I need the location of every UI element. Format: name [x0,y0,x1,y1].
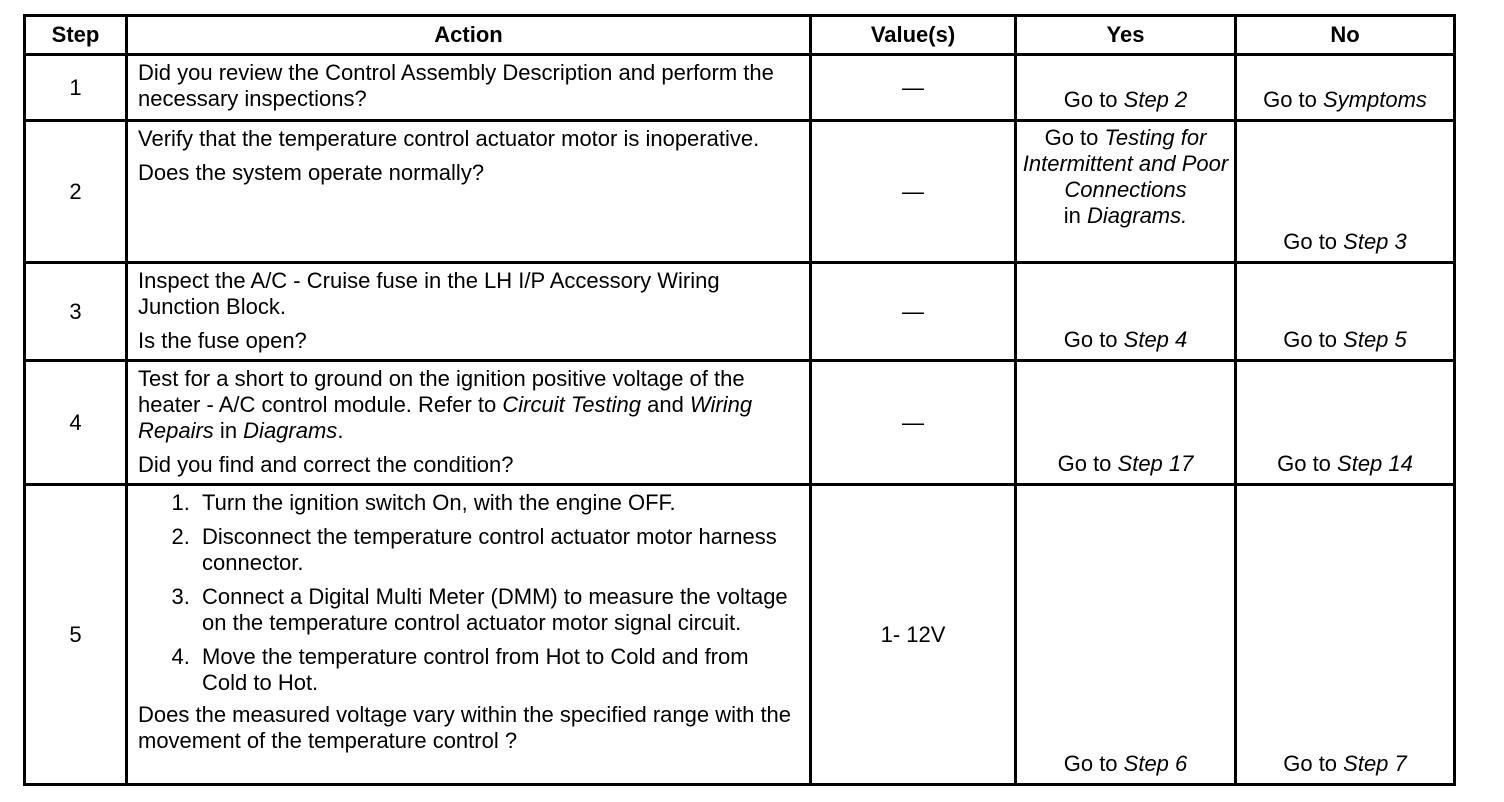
yes-middle: in [1063,203,1081,228]
header-action: Action [127,16,811,55]
value-cell [811,361,1016,485]
no-cell [1236,263,1455,361]
yes-link[interactable]: Step 6 [1123,751,1188,776]
value-text: — [902,409,924,435]
yes-cell [1016,361,1236,485]
action-text: Did you review the Control Assembly Description and perform the necessary inspections? [138,60,774,111]
value-cell [811,485,1016,785]
list-item: 1. Turn the ignition switch On, with the engine OFF. [196,490,799,516]
ref-diagrams-link[interactable]: Diagrams [243,418,338,443]
value-text: 1- 12V [880,621,946,647]
ref-wiring-repairs-link[interactable]: Wiring Repairs [138,392,753,443]
action-text-part: in [213,418,244,443]
header-yes: Yes [1016,16,1236,55]
no-link[interactable]: Step 7 [1343,751,1407,776]
step-number: 4 [25,361,127,485]
action-question: Did you find and correct the condition? [138,452,514,477]
no-prefix: Go to [1263,87,1323,112]
no-prefix: Go to [1283,229,1344,254]
no-prefix: Go to [1277,451,1338,476]
value-cell [811,263,1016,361]
yes-link[interactable]: Step 4 [1123,327,1188,352]
value-text: — [902,178,924,204]
no-cell [1236,121,1455,263]
yes-cell [1016,263,1236,361]
no-link[interactable]: Symptoms [1323,87,1427,112]
action-question: Does the measured voltage vary within the specified range with the movement of the temperature control ? [138,702,792,753]
yes-cell [1016,121,1236,263]
table-row [25,263,1455,361]
action-text-part: and [640,392,690,417]
yes-prefix: Go to [1063,751,1124,776]
yes-prefix: Go to [1057,451,1118,476]
header-step: Step [25,16,127,55]
step-number: 1 [25,55,127,121]
step-number: 5 [25,485,127,785]
no-prefix: Go to [1283,751,1344,776]
action-text-part: . [337,418,344,443]
ref-circuit-testing-link[interactable]: Circuit Testing [502,392,641,417]
action-cell [127,121,811,263]
list-item: 2. Disconnect the temperature control actuator motor harness connector. [196,524,799,576]
action-cell [127,263,811,361]
yes-link[interactable]: Testing for Intermittent and Poor Connections [1022,125,1229,202]
no-cell [1236,361,1455,485]
step-number: 2 [25,121,127,263]
table-row [25,121,1455,263]
action-text: Verify that the temperature control actuator motor is inoperative. [138,126,760,151]
yes-prefix: Go to [1063,327,1124,352]
header-values: Value(s) [811,16,1016,55]
action-text: Inspect the A/C - Cruise fuse in the LH I/P Accessory Wiring Junction Block. [138,268,720,319]
action-question: Does the system operate normally? [138,160,485,185]
no-prefix: Go to [1283,327,1344,352]
value-text: — [902,74,924,100]
action-question: Is the fuse open? [138,328,307,353]
table-row [25,361,1455,485]
list-item: 4. Move the temperature control from Hot to Cold and from Cold to Hot. [196,644,799,696]
no-link[interactable]: Step 3 [1343,229,1407,254]
value-cell [811,121,1016,263]
header-no: No [1236,16,1455,55]
action-text-part: Test for a short to ground on the ignition positive voltage of the heater - A/C control module. Refer to [138,366,745,417]
yes-cell [1016,485,1236,785]
value-cell [811,55,1016,121]
yes-link-2[interactable]: Diagrams. [1087,203,1188,228]
yes-link[interactable]: Step 2 [1123,87,1188,112]
action-text [138,366,799,444]
no-cell [1236,485,1455,785]
header-row [25,16,1455,55]
yes-cell [1016,55,1236,121]
no-link[interactable]: Step 5 [1343,327,1407,352]
yes-link[interactable]: Step 17 [1117,451,1194,476]
action-cell [127,55,811,121]
no-cell [1236,55,1455,121]
procedure-list [138,490,799,696]
diagnostic-table [23,14,1456,786]
table-row [25,55,1455,121]
list-item: 3. Connect a Digital Multi Meter (DMM) to measure the voltage on the temperature control actuator motor signal circuit. [196,584,799,636]
yes-prefix: Go to [1044,125,1105,150]
action-cell [127,485,811,785]
action-cell [127,361,811,485]
step-number: 3 [25,263,127,361]
yes-prefix: Go to [1063,87,1124,112]
table-row [25,485,1455,785]
no-link[interactable]: Step 14 [1337,451,1413,476]
value-text: — [902,298,924,324]
